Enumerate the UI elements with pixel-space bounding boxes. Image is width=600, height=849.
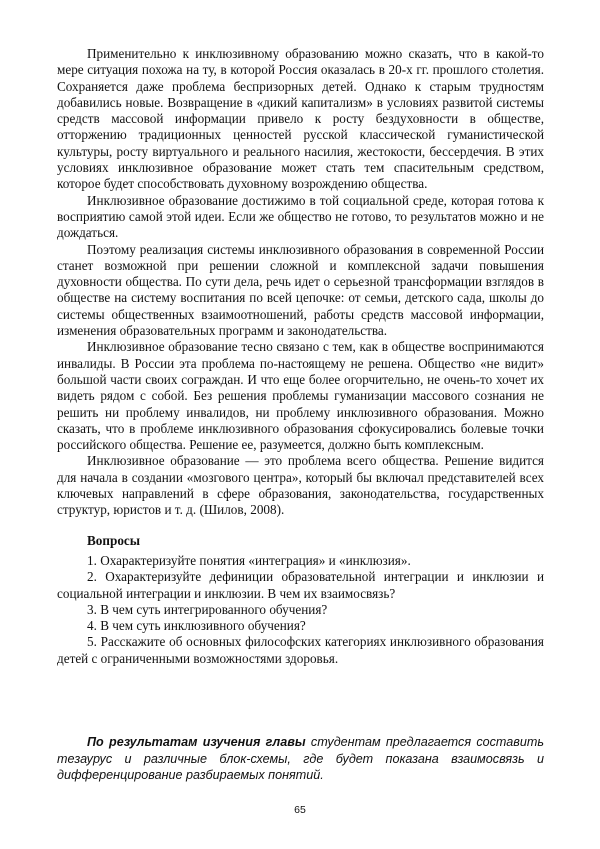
question-item: 2. Охарактеризуйте дефиниции образовательной интеграции и инклюзии и социальной интеграции и инклюзии. В чем их взаимосвязь? [57, 569, 544, 601]
page-body [57, 46, 544, 667]
paragraph-4: Инклюзивное образование тесно связано с тем, как в обществе воспринимаются инвалиды. В России эта проблема по-настоящему не решена. Общество «не видит» большой части своих сограждан. И что еще более огорчительно, не очень-то хочет их видеть рядом с собой. Без решения проблемы гуманизации массового сознания не решить ни проблему инвалидов, ни проблему инклюзивного образования. Можно сказать, что в проблеме инклюзивного образования сфокусировались болевые точки российского общества. Решение ее, разумеется, должно быть комплексным. [57, 339, 544, 453]
questions-heading: Вопросы [87, 532, 141, 548]
paragraph-1: Применительно к инклюзивному образованию можно сказать, что в какой-то мере ситуация похожа на ту, в которой Россия оказалась в 20-х гг. прошлого столетия. Сохраняется даже проблема беспризорных детей. Однако к старым трудностям добавились новые. Возвращение в «дикий капитализм» в условиях развитой системы средств массовой информации привело к росту бездуховности в обществе, отторжению традиционных ценностей русской классической гуманистической культуры, росту виртуального и реального насилия, жестокости, бессердечия. В этих условиях инклюзивное образование может стать тем спасительным средством, которое будет способствовать духовному возрождению общества. [57, 46, 544, 192]
chapter-task-note [57, 734, 544, 784]
paragraph-2: Инклюзивное образование достижимо в той социальной среде, которая готова к восприятию самой этой идеи. Если же общество не готово, то результатов можно и не дождаться. [57, 192, 544, 241]
question-item: 5. Расскажите об основных философских категориях инклюзивного образования детей с ограниченными возможностями здоровья. [57, 634, 544, 666]
chapter-task-lead: По результатам изучения главы [87, 735, 306, 749]
chapter-task-text: студентам предлагается составить тезаурус и различные блок-схемы, где будет показана взаимосвязь и дифференцирование разбираемых понятий. [57, 735, 544, 782]
page-number: 65 [294, 804, 306, 816]
paragraph-3: Поэтому реализация системы инклюзивного образования в современной России станет возможной при решении сложной и комплексной задачи повышения духовности общества. По сути дела, речь идет о серьезной трансформации взглядов в обществе на систему воспитания по всей цепочке: от семьи, детского сада, школы до системы общественных взаимоотношений, работы средств массовой информации, изменения образовательных программ и законодательства. [57, 241, 544, 339]
question-item: 3. В чем суть интегрированного обучения? [87, 601, 328, 617]
paragraph-5: Инклюзивное образование — это проблема всего общества. Решение видится для начала в создании «мозгового центра», который бы включал представителей всех ключевых направлений в сфере образования, законодательства, государственных структур, юристов и т. д. (Шилов, 2008). [57, 453, 544, 518]
question-item: 1. Охарактеризуйте понятия «интеграция» и «инклюзия». [87, 552, 411, 568]
question-item: 4. В чем суть инклюзивного обучения? [87, 618, 306, 634]
